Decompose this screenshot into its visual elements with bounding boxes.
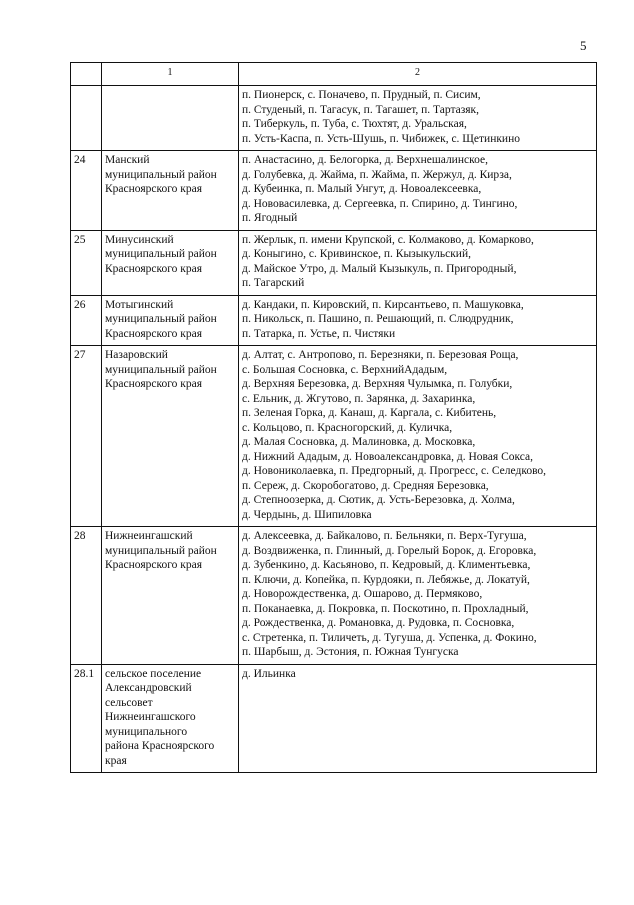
settlements-line: д. Нововасилевка, д. Сергеевка, п. Спирино, д. Тингино,: [242, 197, 518, 210]
number-cell: 26: [71, 295, 102, 346]
settlements-line: д. Новорождественка, д. Ошарово, д. Пермяково,: [242, 588, 483, 600]
settlements-cell: [239, 295, 597, 346]
district-line: сельское поселение: [105, 667, 202, 680]
district-cell: [102, 664, 239, 773]
settlements-line: п. Никольск, п. Пашино, п. Решающий, п. Слюдрудник,: [242, 313, 514, 325]
settlements-line: д. Алтат, с. Антропово, п. Березняки, п. Березовая Роща,: [242, 349, 519, 361]
settlements-line: д. Ильинка: [242, 667, 296, 680]
settlements-line: д. Новониколаевка, п. Предгорный, д. Прогресс, с. Селедково,: [242, 465, 547, 477]
district-line: муниципальный район: [105, 248, 217, 260]
settlements-line: д. Зубенкино, д. Касьяново, п. Кедровый, д. Климентьевка,: [242, 559, 531, 571]
district-line: Мотыгинский: [105, 298, 174, 311]
district-line: Манский: [105, 154, 150, 166]
district-cell: [102, 230, 239, 295]
district-line: Красноярского края: [105, 559, 202, 571]
district-line: муниципальный район: [105, 168, 217, 181]
district-line: муниципальный район: [105, 363, 217, 376]
settlements-table: [70, 62, 597, 773]
district-line: Нижнеингашский: [105, 530, 193, 542]
settlements-line: с. Ельник, д. Жгутово, п. Зарянка, д. Захаринка,: [242, 392, 476, 405]
settlements-line: п. Анастасино, д. Белогорка, д. Верхнешалинское,: [242, 154, 488, 166]
settlements-cell: [239, 86, 597, 151]
settlements-cell: [239, 346, 597, 527]
number-cell: 25: [71, 230, 102, 295]
settlements-line: д. Степноозерка, д. Сютик, д. Усть-Березовка, д. Холма,: [242, 494, 515, 506]
table-row: [71, 151, 597, 231]
number-cell: 28.1: [71, 664, 102, 773]
settlements-line: с. Большая Сосновка, с. ВерхнийАдадым,: [242, 363, 448, 376]
settlements-line: д. Нижний Ададым, д. Новоалександровка, д. Новая Сокса,: [242, 450, 534, 463]
number-cell: 24: [71, 151, 102, 231]
district-line: Нижнеингашского: [105, 711, 196, 723]
settlements-cell: [239, 527, 597, 665]
settlements-line: д. Малая Сосновка, д. Малиновка, д. Московка,: [242, 436, 476, 448]
table-row: [71, 230, 597, 295]
table-header-row: [71, 63, 597, 86]
district-line: Назаровский: [105, 349, 168, 361]
settlements-line: п. Тагарский: [242, 277, 305, 289]
settlements-line: п. Студеный, п. Тагасук, п. Тагашет, п. Тартазяк,: [242, 103, 480, 116]
district-line: края: [105, 754, 127, 767]
district-line: Красноярского края: [105, 262, 202, 275]
district-cell: [102, 295, 239, 346]
settlements-line: с. Стретенка, п. Тиличеть, д. Тугуша, д. Успенка, д. Фокино,: [242, 631, 537, 644]
header-cell-col-1: 1: [102, 63, 239, 86]
settlements-line: п. Татарка, п. Устье, п. Чистяки: [242, 327, 396, 340]
settlements-line: д. Верхняя Березовка, д. Верхняя Чулымка, п. Голубки,: [242, 378, 513, 390]
table-row: [71, 527, 597, 665]
table-row-continuation: [71, 86, 597, 151]
settlements-line: с. Кольцово, п. Красногорский, д. Куличка,: [242, 421, 453, 434]
settlements-line: п. Пионерск, с. Поначево, п. Прудный, п. Сисим,: [242, 89, 481, 101]
settlements-line: п. Поканаевка, д. Покровка, п. Поскотино, п. Прохладный,: [242, 602, 529, 615]
district-cell: [102, 527, 239, 665]
settlements-line: п. Жерлык, п. имени Крупской, с. Колмаково, д. Комарково,: [242, 233, 534, 246]
settlements-cell: [239, 151, 597, 231]
district-line: Красноярского края: [105, 183, 202, 195]
settlements-line: п. Ягодный: [242, 212, 298, 224]
district-line: муниципальный район: [105, 313, 217, 325]
district-line: муниципальный район: [105, 544, 217, 557]
settlements-cell: [239, 230, 597, 295]
settlements-cell: [239, 664, 597, 773]
table-row: [71, 346, 597, 527]
district-line: сельсовет: [105, 696, 153, 709]
district-cell: [102, 86, 239, 151]
settlements-line: п. Зеленая Горка, д. Канаш, д. Каргала, с. Кибитень,: [242, 407, 497, 419]
settlements-line: д. Кубеинка, п. Малый Унгут, д. Новоалексеевка,: [242, 183, 482, 195]
header-cell-col-2: 2: [239, 63, 597, 86]
district-line: Александровский: [105, 682, 192, 694]
district-cell: [102, 346, 239, 527]
district-line: муниципального: [105, 725, 188, 738]
settlements-line: п. Усть-Каспа, п. Усть-Шушь, п. Чибижек, с. Щетинкино: [242, 132, 520, 145]
number-cell: 27: [71, 346, 102, 527]
settlements-line: д. Коныгино, с. Кривинское, п. Кызыкульский,: [242, 248, 471, 260]
table-row: [71, 664, 597, 773]
district-line: Красноярского края: [105, 327, 202, 340]
table-row: [71, 295, 597, 346]
district-line: Красноярского края: [105, 378, 202, 390]
district-cell: [102, 151, 239, 231]
settlements-line: п. Шарбыш, д. Эстония, п. Южная Тунгуска: [242, 646, 459, 658]
settlements-line: д. Чердынь, д. Шипиловка: [242, 508, 372, 521]
page-number: 5: [580, 38, 587, 53]
settlements-line: д. Майское Утро, д. Малый Кызыкуль, п. Пригородный,: [242, 262, 517, 275]
settlements-line: п. Сереж, д. Скоробогатово, д. Средняя Березовка,: [242, 479, 489, 492]
district-line: района Красноярского: [105, 740, 215, 752]
settlements-line: д. Кандаки, п. Кировский, п. Кирсантьево, п. Машуковка,: [242, 298, 524, 311]
settlements-line: п. Ключи, д. Копейка, п. Курдояки, п. Лебяжье, д. Локатуй,: [242, 573, 530, 586]
district-line: Минусинский: [105, 233, 174, 246]
settlements-line: д. Алексеевка, д. Байкалово, п. Бельняки, п. Верх-Тугуша,: [242, 530, 527, 542]
settlements-line: д. Голубевка, д. Жайма, п. Жайма, п. Жержул, д. Кирза,: [242, 168, 512, 181]
settlements-line: д. Рождественка, д. Романовка, д. Рудовка, п. Сосновка,: [242, 617, 515, 629]
number-cell: 28: [71, 527, 102, 665]
settlements-line: п. Тиберкуль, п. Туба, с. Тюхтят, д. Уральская,: [242, 118, 467, 130]
number-cell: [71, 86, 102, 151]
header-cell-empty: [71, 63, 102, 86]
settlements-line: д. Воздвиженка, п. Глинный, д. Горелый Борок, д. Егоровка,: [242, 544, 537, 557]
